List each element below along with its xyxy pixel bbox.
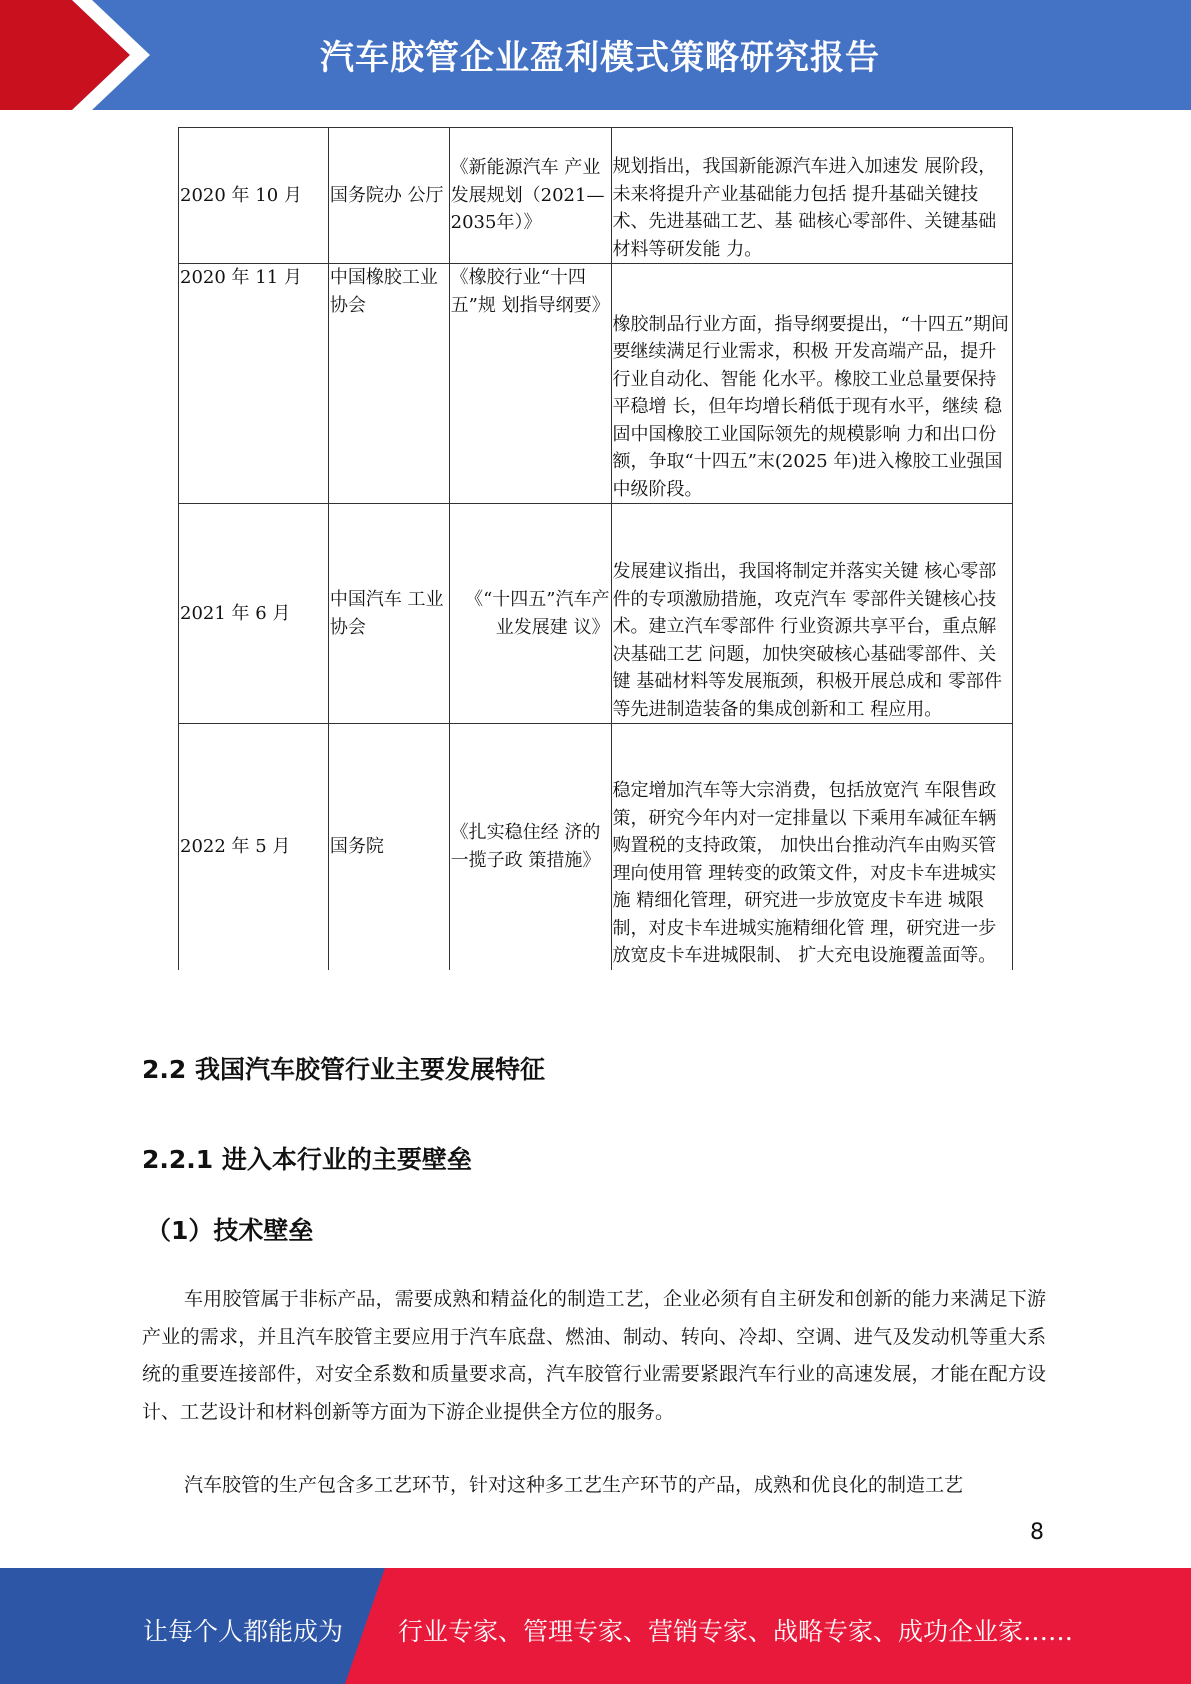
cell-date: 2021 年 6 月 — [179, 504, 329, 724]
footer-banner — [0, 1568, 1191, 1684]
cell-org: 国务院办 公厅 — [328, 128, 449, 264]
subsubsection-heading: （1）技术壁垒 — [146, 1216, 314, 1245]
cell-org: 中国汽车 工业协会 — [328, 504, 449, 724]
cell-doc: 《新能源汽车 产业发展规划（2021—2035年）》 — [449, 128, 611, 264]
section-heading: 2.2 我国汽车胶管行业主要发展特征 — [142, 1055, 545, 1084]
cell-doc: 《扎实稳住经 济的一揽子政 策措施》 — [449, 724, 611, 970]
body-paragraph: 车用胶管属于非标产品，需要成熟和精益化的制造工艺，企业必须有自主研发和创新的能力来满足下游产业的需求，并且汽车胶管主要应用于汽车底盘、燃油、制动、转向、冷却、空调、进气及发动机等重大系统的重要连接部件，对安全系数和质量要求高，汽车胶管行业需要紧跟汽车行业的高速发展，才能在配方设计、工艺设计和材料创新等方面为下游企业提供全方位的服务。 — [142, 1288, 1046, 1423]
report-header — [0, 0, 1191, 110]
report-title: 汽车胶管企业盈利模式策略研究报告 — [320, 38, 880, 78]
cell-date: 2020 年 11 月 — [179, 264, 329, 504]
cell-content: 稳定增加汽车等大宗消费，包括放宽汽 车限售政策，研究今年内对一定排量以 下乘用车减征车辆购置税的支持政策， 加快出台推动汽车由购买管理向使用管 理转变的政策文件，对皮卡车进城实施 精细化管理，研究进一步放宽皮卡车进 城限制，对皮卡车进城实施精细化管 理，研究进一步放宽皮卡车进城限制、 扩大充电设施覆盖面等。 — [611, 724, 1013, 970]
cell-date: 2022 年 5 月 — [179, 724, 329, 970]
subsection-heading: 2.2.1 进入本行业的主要壁垒 — [142, 1145, 472, 1174]
policy-table — [178, 127, 1013, 970]
cell-doc: 《“十四五”汽车产业发展建 议》 — [449, 504, 611, 724]
body-paragraph: 汽车胶管的生产包含多工艺环节，针对这种多工艺生产环节的产品，成熟和优良化的制造工艺 — [184, 1474, 964, 1496]
cell-date: 2020 年 10 月 — [179, 128, 329, 264]
table-row — [179, 724, 1013, 970]
table-row — [179, 128, 1013, 264]
footer-slogan-left: 让每个人都能成为 — [143, 1617, 344, 1646]
cell-content: 橡胶制品行业方面，指导纲要提出，“十四五”期间要继续满足行业需求，积极 开发高端产品，提升行业自动化、智能 化水平。橡胶工业总量要保持平稳增 长，但年均增长稍低于现有水平，继续 稳固中国橡胶工业国际领先的规模影响 力和出口份额，争取“十四五”末(2025 年)进入橡胶工业强国中级阶段。 — [611, 264, 1013, 504]
cell-content: 发展建议指出，我国将制定并落实关键 核心零部件的专项激励措施，攻克汽车 零部件关键核心技术。建立汽车零部件 行业资源共享平台，重点解决基础工艺 问题，加快突破核心基础零部件、关键 基础材料等发展瓶颈，积极开展总成和 零部件等先进制造装备的集成创新和工 程应用。 — [611, 504, 1013, 724]
page-number: 8 — [1030, 1520, 1044, 1545]
table-row — [179, 504, 1013, 724]
cell-org: 国务院 — [328, 724, 449, 970]
cell-content: 规划指出，我国新能源汽车进入加速发 展阶段，未来将提升产业基础能力包括 提升基础关键技术、先进基础工艺、基 础核心零部件、关键基础材料等研发能 力。 — [611, 128, 1013, 264]
cell-doc: 《橡胶行业“十四五”规 划指导纲要》 — [449, 264, 611, 504]
table-row — [179, 264, 1013, 504]
footer-slogan-right: 行业专家、管理专家、营销专家、战略专家、成功企业家…… — [398, 1617, 1074, 1646]
header-red-arrow — [0, 0, 130, 110]
cell-org: 中国橡胶工业协会 — [328, 264, 449, 504]
